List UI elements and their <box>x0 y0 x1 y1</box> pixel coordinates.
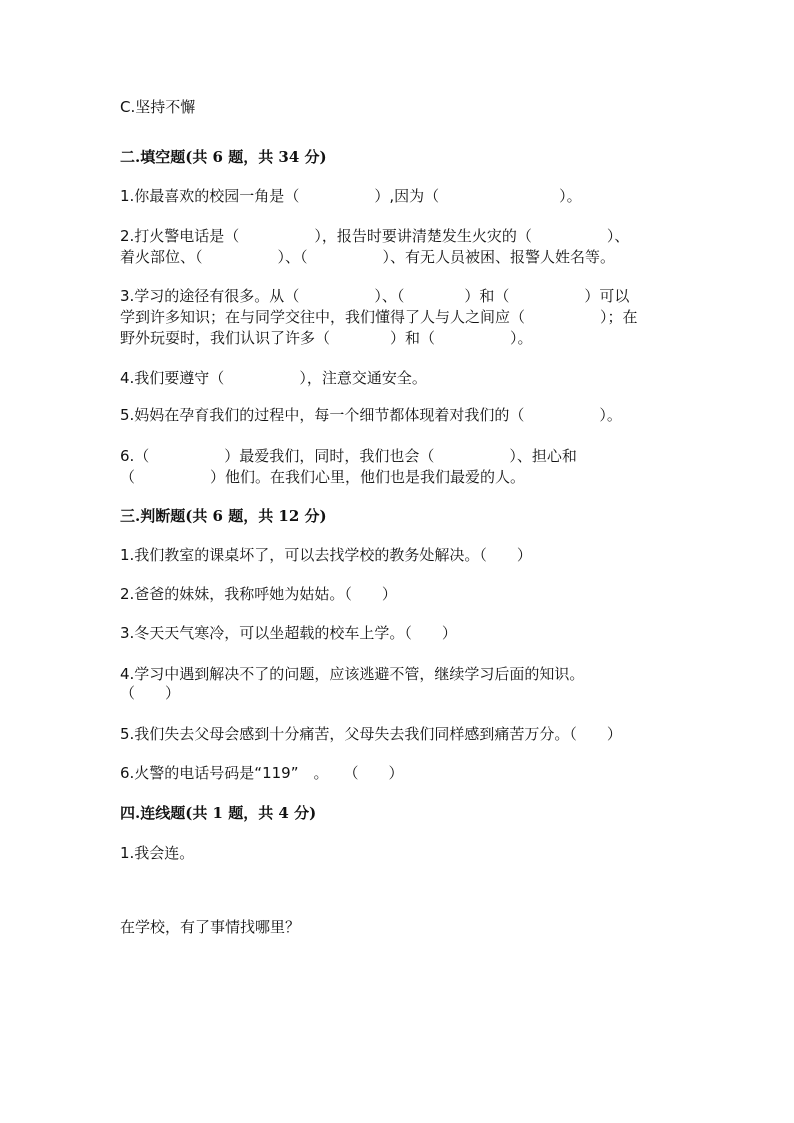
fill-question-2-line-1: 2.打火警电话是（ ），报告时要讲清楚发生火灾的（ ）、 <box>120 227 630 245</box>
judge-question-4-line-2: （ ） <box>120 684 181 702</box>
option-c: C.坚持不懈 <box>120 98 196 116</box>
fill-question-3-line-2: 学到许多知识；在与同学交往中，我们懂得了人与人之间应（ ）；在 <box>120 308 638 326</box>
judge-question-6: 6.火警的电话号码是“119” 。 （ ） <box>120 764 404 782</box>
fill-question-2-line-2: 着火部位、（ ）、（ ）、有无人员被困、报警人姓名等。 <box>120 248 616 266</box>
fill-question-6-line-1: 6.（ ）最爱我们，同时，我们也会（ ）、担心和 <box>120 447 577 465</box>
judge-question-2: 2.爸爸的妹妹，我称呼她为姑姑。（ ） <box>120 585 397 603</box>
section-heading-true-false: 三.判断题(共 6 题，共 12 分) <box>120 507 327 525</box>
fill-question-4: 4.我们要遵守（ ），注意交通安全。 <box>120 369 427 387</box>
judge-question-4-line-1: 4.学习中遇到解决不了的问题，应该逃避不管，继续学习后面的知识。 <box>120 665 585 683</box>
judge-question-1: 1.我们教室的课桌坏了，可以去找学校的教务处解决。（ ） <box>120 546 532 564</box>
matching-question-1: 1.我会连。 <box>120 844 195 862</box>
section-heading-matching: 四.连线题(共 1 题，共 4 分) <box>120 804 317 822</box>
fill-question-5: 5.妈妈在孕育我们的过程中，每一个细节都体现着对我们的（ ）。 <box>120 406 622 424</box>
fill-question-1: 1.你最喜欢的校园一角是（ ）,因为（ ）。 <box>120 187 582 205</box>
judge-question-5: 5.我们失去父母会感到十分痛苦，父母失去我们同样感到痛苦万分。（ ） <box>120 725 622 743</box>
fill-question-3-line-1: 3.学习的途径有很多。从（ ）、（ ）和（ ）可以 <box>120 287 630 305</box>
matching-prompt: 在学校，有了事情找哪里？ <box>120 918 301 936</box>
fill-question-6-line-2: （ ）他们。在我们心里，他们也是我们最爱的人。 <box>120 468 526 486</box>
judge-question-3: 3.冬天天气寒冷，可以坐超载的校车上学。（ ） <box>120 624 457 642</box>
section-heading-fill-blank: 二.填空题(共 6 题，共 34 分) <box>120 148 327 166</box>
fill-question-3-line-3: 野外玩耍时，我们认识了许多（ ）和（ ）。 <box>120 329 533 347</box>
